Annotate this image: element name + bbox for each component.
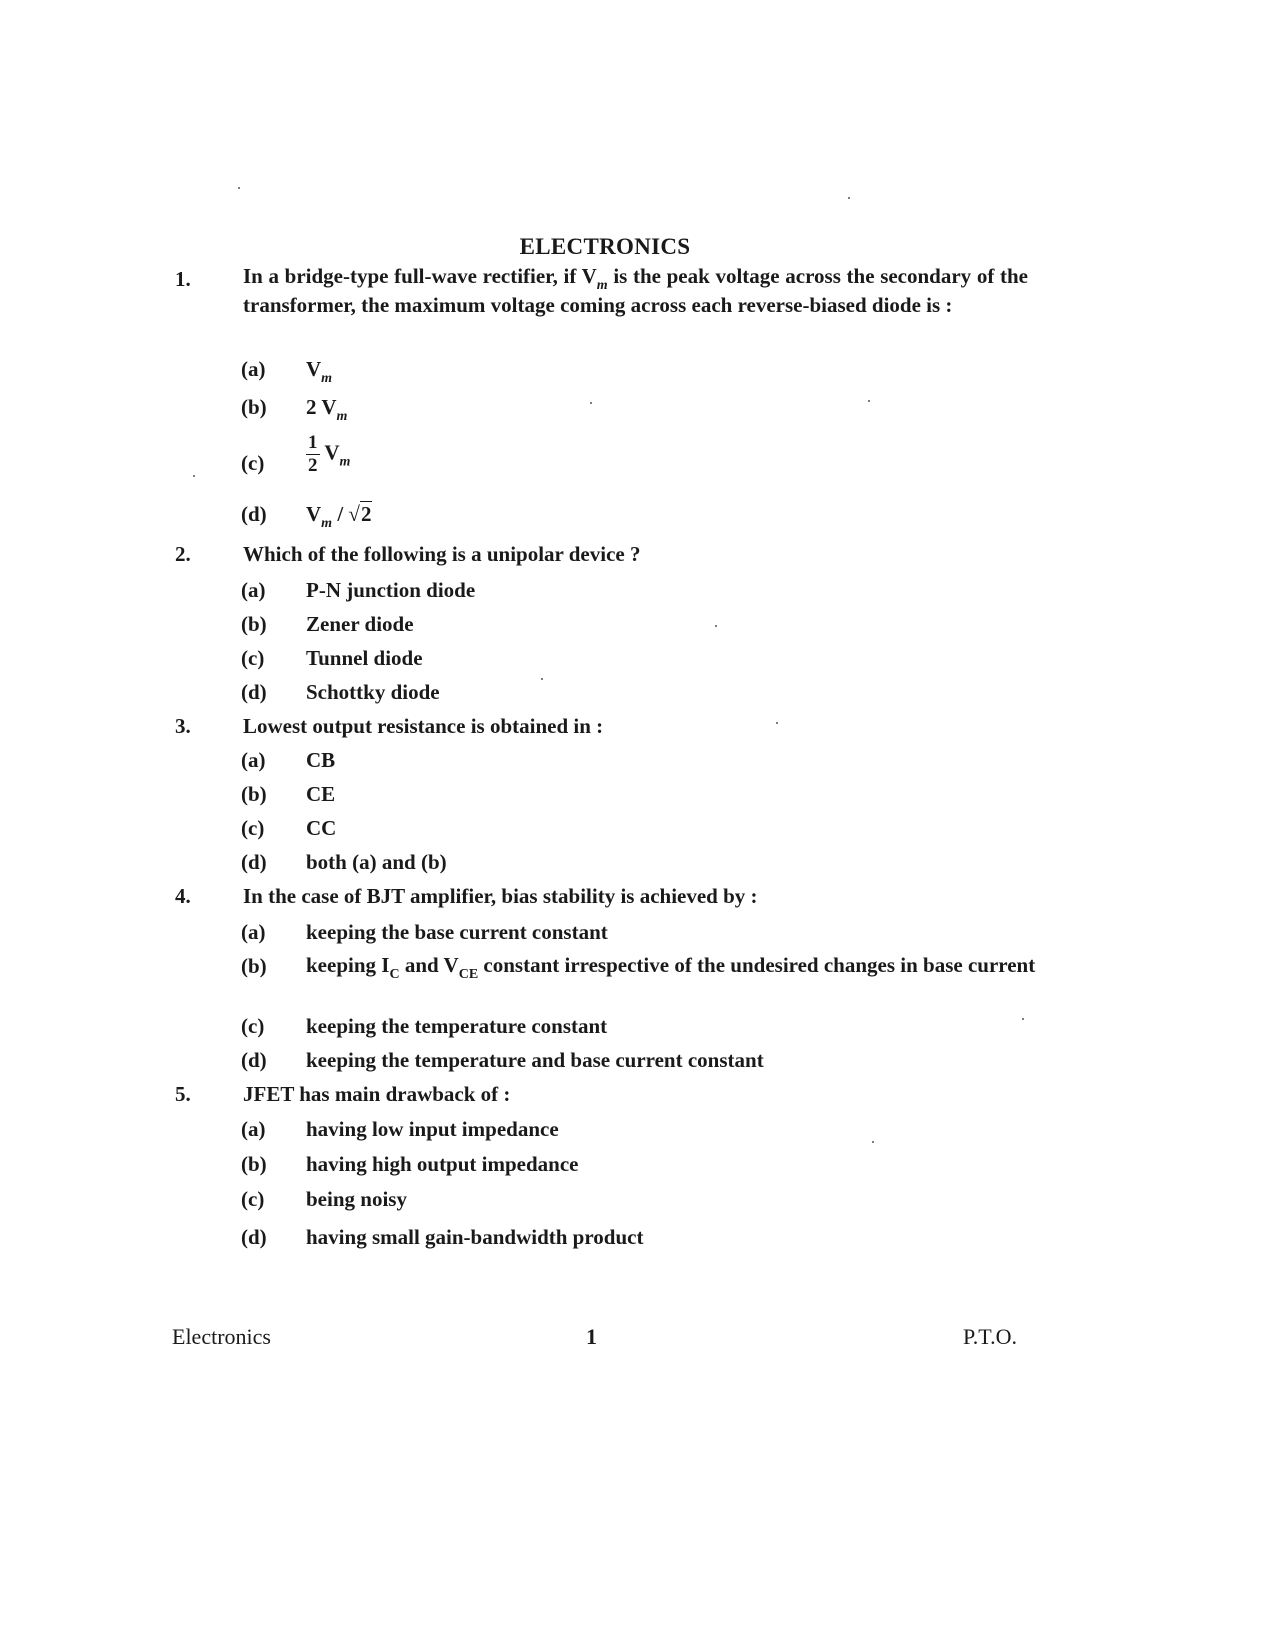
square-root: √2 bbox=[348, 502, 372, 526]
scan-speck bbox=[868, 400, 870, 402]
q5-option-c-label: (c) bbox=[241, 1187, 265, 1211]
q2-option-d-label: (d) bbox=[241, 680, 267, 704]
q4-option-a-label: (a) bbox=[241, 920, 266, 944]
footer-page-number: 1 bbox=[586, 1324, 597, 1349]
scan-speck bbox=[848, 197, 850, 199]
scan-speck bbox=[872, 1141, 874, 1143]
q1-option-d-label: (d) bbox=[241, 502, 267, 526]
question-3-number: 3. bbox=[175, 714, 191, 738]
q4-option-d-text: keeping the temperature and base current constant bbox=[306, 1048, 764, 1072]
q2-option-c-label: (c) bbox=[241, 646, 265, 670]
q3-option-d-text: both (a) and (b) bbox=[306, 850, 447, 874]
q4-option-b-label: (b) bbox=[241, 954, 267, 978]
q4-option-c-text: keeping the temperature constant bbox=[306, 1014, 608, 1038]
q5-option-a-text: having low input impedance bbox=[306, 1117, 559, 1141]
q3-option-b-text: CE bbox=[306, 782, 336, 806]
question-5-number: 5. bbox=[175, 1082, 191, 1106]
question-2-number: 2. bbox=[175, 542, 191, 566]
q2-option-d-text: Schottky diode bbox=[306, 680, 440, 704]
q1-option-c-label: (c) bbox=[241, 451, 265, 475]
question-1-number: 1. bbox=[175, 267, 191, 291]
q4-option-a-text: keeping the base current constant bbox=[306, 920, 608, 944]
question-5-text: JFET has main drawback of : bbox=[243, 1082, 511, 1106]
q3-option-a-text: CB bbox=[306, 748, 336, 772]
q4-option-d-label: (d) bbox=[241, 1048, 267, 1072]
q5-option-c-text: being noisy bbox=[306, 1187, 407, 1211]
q4-option-c-label: (c) bbox=[241, 1014, 265, 1038]
q5-option-a-label: (a) bbox=[241, 1117, 266, 1141]
q1-option-a-text: $V_m$ bbox=[306, 357, 333, 386]
q1-option-c-text: $\frac{1}{2}$ $V_m$ bbox=[308, 432, 351, 476]
fraction-one-half: $\frac{1}{2}$ bbox=[308, 432, 318, 476]
q5-option-b-text: having high output impedance bbox=[306, 1152, 579, 1176]
q2-option-b-text: Zener diode bbox=[306, 612, 414, 636]
q5-option-b-label: (b) bbox=[241, 1152, 267, 1176]
scan-speck bbox=[1022, 1018, 1024, 1020]
question-2-text: Which of the following is a unipolar device ? bbox=[243, 542, 641, 566]
scan-speck bbox=[193, 475, 195, 477]
page-title: ELECTRONICS bbox=[519, 234, 691, 259]
q5-option-d-label: (d) bbox=[241, 1225, 267, 1249]
q1-option-b-label: (b) bbox=[241, 395, 267, 419]
q1-option-b-text: 2 $V_m$ bbox=[306, 395, 348, 424]
q3-option-c-label: (c) bbox=[241, 816, 265, 840]
scan-speck bbox=[238, 187, 240, 189]
q2-option-b-label: (b) bbox=[241, 612, 267, 636]
q1-option-a-label: (a) bbox=[241, 357, 266, 381]
q2-option-a-text: P-N junction diode bbox=[306, 578, 476, 602]
question-3-text: Lowest output resistance is obtained in : bbox=[243, 714, 604, 738]
q2-option-c-text: Tunnel diode bbox=[306, 646, 423, 670]
q1-option-d-text: $V_m / √2$ bbox=[306, 502, 372, 531]
q3-option-d-label: (d) bbox=[241, 850, 267, 874]
question-4-text: In the case of BJT amplifier, bias stability is achieved by : bbox=[243, 884, 758, 908]
scan-speck bbox=[776, 722, 778, 724]
question-4-number: 4. bbox=[175, 884, 191, 908]
question-1-text: In a bridge-type full-wave rectifier, if $V_m$ is the peak voltage across the secondary of the transformer, the maximum voltage coming across each reverse-biased diode is : bbox=[243, 264, 1028, 317]
footer-pto: P.T.O. bbox=[963, 1324, 1017, 1349]
q3-option-a-label: (a) bbox=[241, 748, 266, 772]
scan-speck bbox=[541, 678, 543, 680]
q3-option-c-text: CC bbox=[306, 816, 337, 840]
scan-speck bbox=[590, 402, 592, 404]
q2-option-a-label: (a) bbox=[241, 578, 266, 602]
q4-option-b-text: keeping $I_C$ and $V_{CE}$ constant irrespective of the undesired changes in base current bbox=[306, 953, 1036, 982]
q5-option-d-text: having small gain-bandwidth product bbox=[306, 1225, 644, 1249]
footer-subject: Electronics bbox=[172, 1324, 271, 1349]
q3-option-b-label: (b) bbox=[241, 782, 267, 806]
scan-speck bbox=[715, 625, 717, 627]
